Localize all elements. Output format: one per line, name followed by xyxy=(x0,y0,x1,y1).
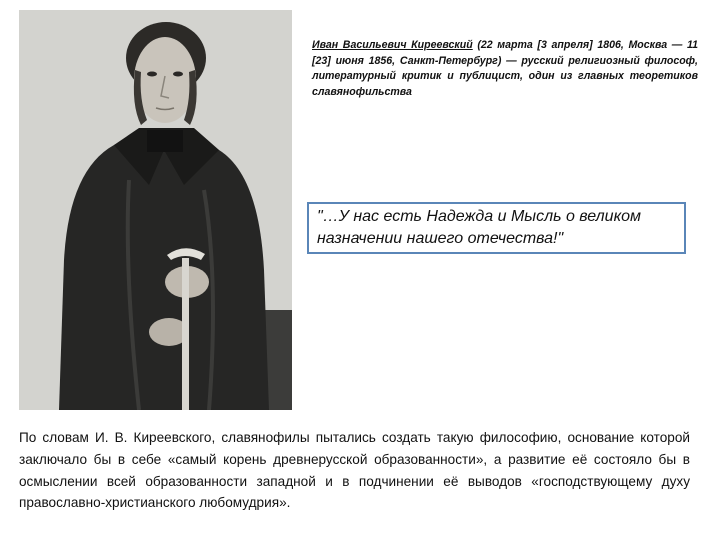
main-paragraph: По словам И. В. Киреевского, славянофилы пытались создать такую философию, основание которой заключало бы в себе «самый корень древнерусской образованности», а развитие её состояло бы в осмыслении всей образованности западной и в подчинении её выводов «господствующему духу православно-христианского любомудрия». xyxy=(19,430,690,511)
portrait-illustration xyxy=(19,10,292,410)
bio-details: (22 марта [3 апреля] 1806, Москва — 11 [23] июня 1856, Санкт-Петербург) — русский религиозный философ, литературный критик и публицист, один из главных теоретиков славянофильства xyxy=(312,39,699,98)
bio-name: Иван Васильевич Киреевский xyxy=(312,39,473,51)
quote-text: "…У нас есть Надежда и Мысль о великом назначении нашего отечества!" xyxy=(317,208,641,247)
portrait-photo xyxy=(19,10,292,410)
bio-caption xyxy=(312,38,698,100)
quote-box xyxy=(307,202,686,254)
